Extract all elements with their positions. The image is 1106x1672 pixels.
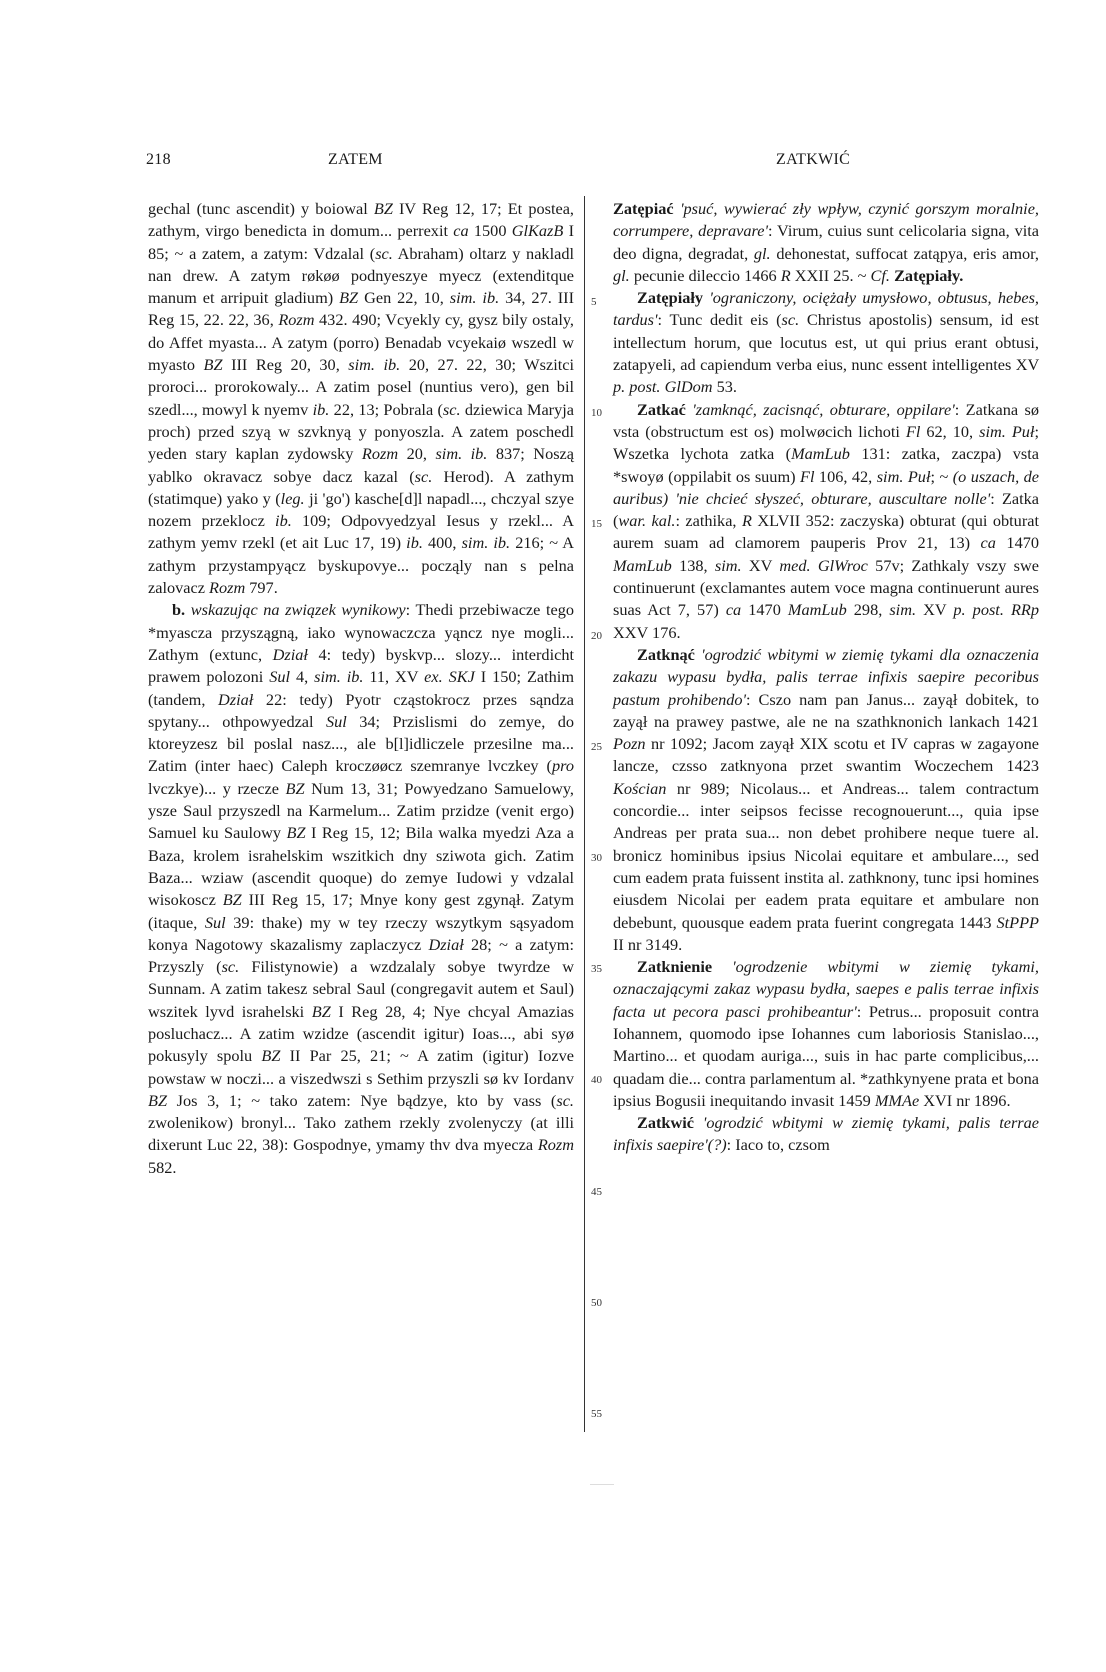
left-column-paragraph: b. wskazując na związek wynikowy: Thedi przebiwacze tego *myascza przyszągną, iako wynowaczcza yąncz nye mogli... Zathym (extunc, Dział 4: tedy) byskvp... slozy... interdicht prawem polozoni Sul 4, sim. ib. 11, XV ex. SKJ I 150; Zathim (tandem, Dział 22: tedy) Pyotr cząstokrocz przes sąndza spytany... othpowyedzal Sul 34; Przislismi do zemye, do ktoreyzesz bil poslal nasz..., ale b[l]idliczele przesilne ma... Zatim (inter haec) Caleph kroczøøcz szemranye lvczkey (pro lvczkye)... y rzecze BZ Num 13, 31; Powyedzano Samuelowy, ysze Saul przyszedl na Karmelum... Zatim przidze (venit ergo) Samuel ku Saulowy BZ I Reg 15, 12; Bila walka myedzi Aza a Baza, krolem israhelskim wszitkich dny sziwota gich. Zatim Baza... wziaw (ascendit quoque) do zemye Iudowi y vdzalal wisokoscz BZ III Reg 15, 17; Mnye kony gest zgynął. Zatym (itaque, Sul 39: thake) my w tey rzeczy wszytkym sąsyadom konya Nagotowy skazalismy zaplaczycz Dział 28; ~ a zatym: Przyszly (sc. Filistynowie) a wzdzalaly sobye twyrdze w Sunnam. A zatim takesz sebral Saul (congregavit autem et Saul) wszitek lyvd israhelski BZ I Reg 28, 4; Nye chcyal Amazias posluchacz... A zatim wzidze (ascendit igitur) Ioas..., abi syø pokusyly spolu BZ II Par 25, 21; ~ A zatim (igitur) Iozve powstaw w noczi... a viszedwszi s Sethim przyszli sø kv Iordanv BZ Jos 3, 1; ~ tako zatem: Nye bądzye, kto by vass (sc. zwolenikow) bronyl... Tako zathem rzekly zvolenyczy (at illi dixerunt Luc 22, 38): Gospodnye, ymamy thv dva myecza Rozm 582.	[148, 600, 575, 1177]
right-column-paragraph: Zatępiały 'ograniczony, ociężały umysłowo, obtusus, hebes, tardus': Tunc dedit eis (sc. Christus apostolis) sensum, id est intellectum horum, que locutus est, ut qui prius erant obtusi, zatapyeli, ad capiendum verba eius, nunc essent intelligentes XV p. post. GlDom 53.	[613, 288, 1039, 397]
running-head-left: ZATEM	[328, 151, 383, 168]
column-divider	[584, 196, 585, 1432]
right-column-paragraph: Zatknąć 'ogrodzić wbitymi w ziemię tykami dla oznaczenia zakazu wypasu bydła, palis terrae infixis saepire pecoribus pastum prohibendo': Cszo nam pan Janus... zayął dobitek, to zayął na prawey pastwe, ale ne na szathknonich lankach 1421 Pozn nr 1092; Jacom zayął XIX scotu et IV capras w zagayone lancze, czsso zatknyona przet swantim Woczechem 1423 Kościan nr 989; Nicolaus... et Andreas... talem contractum concordie... inter seipsos fecisse recognouerunt..., quia ipse Andreas per prata sua... non debet prohibere neque tuere al. bronicz hominibus ipsius Nicolai equitare et ambulare..., sed cum eadem prata fuissent instita al. zathknony, tunc ipsi homines eiusdem Nicolai per eadem prata equitare et ambulare non debebunt, quousque eadem prata fuerint congregata 1443 StPPP II nr 3149.	[613, 644, 1039, 954]
line-number: 5	[591, 296, 597, 308]
line-number: 15	[591, 518, 602, 531]
page-number: 218	[146, 151, 171, 168]
line-number: 30	[591, 852, 602, 864]
line-number: 55	[591, 1408, 602, 1420]
left-column-paragraph: gechal (tunc ascendit) y boiowal BZ IV Reg 12, 17; Et postea, zathym, virgo benedicta in domum... perrexit ca 1500 GlKazB I 85; ~ a zatem, a zatym: Vdzalal (sc. Abraham) oltarz y nakladl nan drew. A zatym røkøø podnyeszye myecz (extenditque manum et arripuit gladium) BZ Gen 22, 10, sim. ib. 34, 27. III Reg 15, 22. 22, 36, Rozm 432. 490; Vcyekly cy, gysz bily ostaly, do Affet myasta... A zatym (porro) Benadab vcyekaiø wszedl w myasto BZ III Reg 20, 30, sim. ib. 20, 27. 22, 30; Wszitci proroci... prorokowaly... A zatim posel (nuntius vero), gen bil szedl..., mowyl k nyemv ib. 22, 13; Pobrala (sc. dziewica Maryja proch) przed szyą w szvknyą y ponyoszla. A zatem poschedl yeden stary kaplan zydowsky Rozm 20, sim. ib. 837; Noszą yablko okravacz sobye dacz kazal (sc. Herod). A zathym (statimque) yako y (leg. ji 'go') kasche[d]l napadl..., chczyal szye nozem przeklocz ib. 109; Odpovyedzyal Iesus y rzekl... A zathym yemv rzekl (et ait Luc 17, 19) ib. 400, sim. ib. 216; ~ A zathym przystampyącz byskupovye... począly nan s pelna zalovacz Rozm 797.	[148, 199, 575, 598]
line-number: 10	[591, 407, 602, 420]
right-column-paragraph: Zatkwić 'ogrodzić wbitymi w ziemię tykami, palis terrae infixis saepire'(?): Iaco to, czsom	[613, 1113, 1039, 1155]
right-column-paragraph: Zatępiać 'psuć, wywierać zły wpływ, czynić gorszym moralnie, corrumpere, depravare': Virum, cuius sunt celicolaria signa, vita deo digna, degradat, gl. dehonestat, suffocat zatąpya, eris amor, gl. pecunie dileccio 1466 R XXII 25. ~ Cf. Zatępiały.	[613, 199, 1039, 285]
line-number: 50	[591, 1296, 602, 1309]
bottom-mark	[590, 1484, 614, 1485]
line-number: 45	[591, 1185, 602, 1198]
line-number: 40	[591, 1074, 602, 1087]
right-column	[613, 198, 1039, 1157]
right-column-paragraph: Zatkać 'zamknąć, zacisnąć, obturare, oppilare': Zatkana sø vsta (obstructum est os) molwøcich lichoti Fl 62, 10, sim. Puł; Wszetka lychota zatka (MamLub 131: zatka, zaczpa) vsta *swoyø (oppilabit os suum) Fl 106, 42, sim. Puł; ~ (o uszach, de auribus) 'nie chcieć słyszeć, obturare, auscultare nolle': Zatka (war. kal.: zathika, R XLVII 352: zaczyska) obturat (qui obturat aurem suam ad clamorem pauperis Prov 21, 13) ca 1470 MamLub 138, sim. XV med. GlWroc 57v; Zathkaly vszy swe continuerunt (exclamantes autem voce magna continuerunt aures suas Act 7, 57) ca 1470 MamLub 298, sim. XV p. post. RRp XXV 176.	[613, 399, 1040, 642]
left-column	[148, 198, 574, 1179]
running-head-right: ZATKWIĆ	[776, 151, 851, 168]
line-number: 25	[591, 740, 602, 753]
right-column-paragraph: Zatknienie 'ogrodzenie wbitymi w ziemię tykami, oznaczającymi zakaz wypasu bydła, saepes e palis terrae infixis facta ut pecora pasci prohibeantur': Petrus... proposuit contra Iohannem, quomodo ipse Iohannes cum laboriosis Stanislao..., Martino... et quodam auriga..., suis in hac parte complicibus,... quadam die... contra parlamentum al. *zathkynyene prata et bona ipsius Bogusii inequitando invasit 1459 MMAe XVI nr 1896.	[613, 957, 1040, 1110]
line-number: 35	[591, 963, 602, 976]
line-number: 20	[591, 629, 602, 642]
